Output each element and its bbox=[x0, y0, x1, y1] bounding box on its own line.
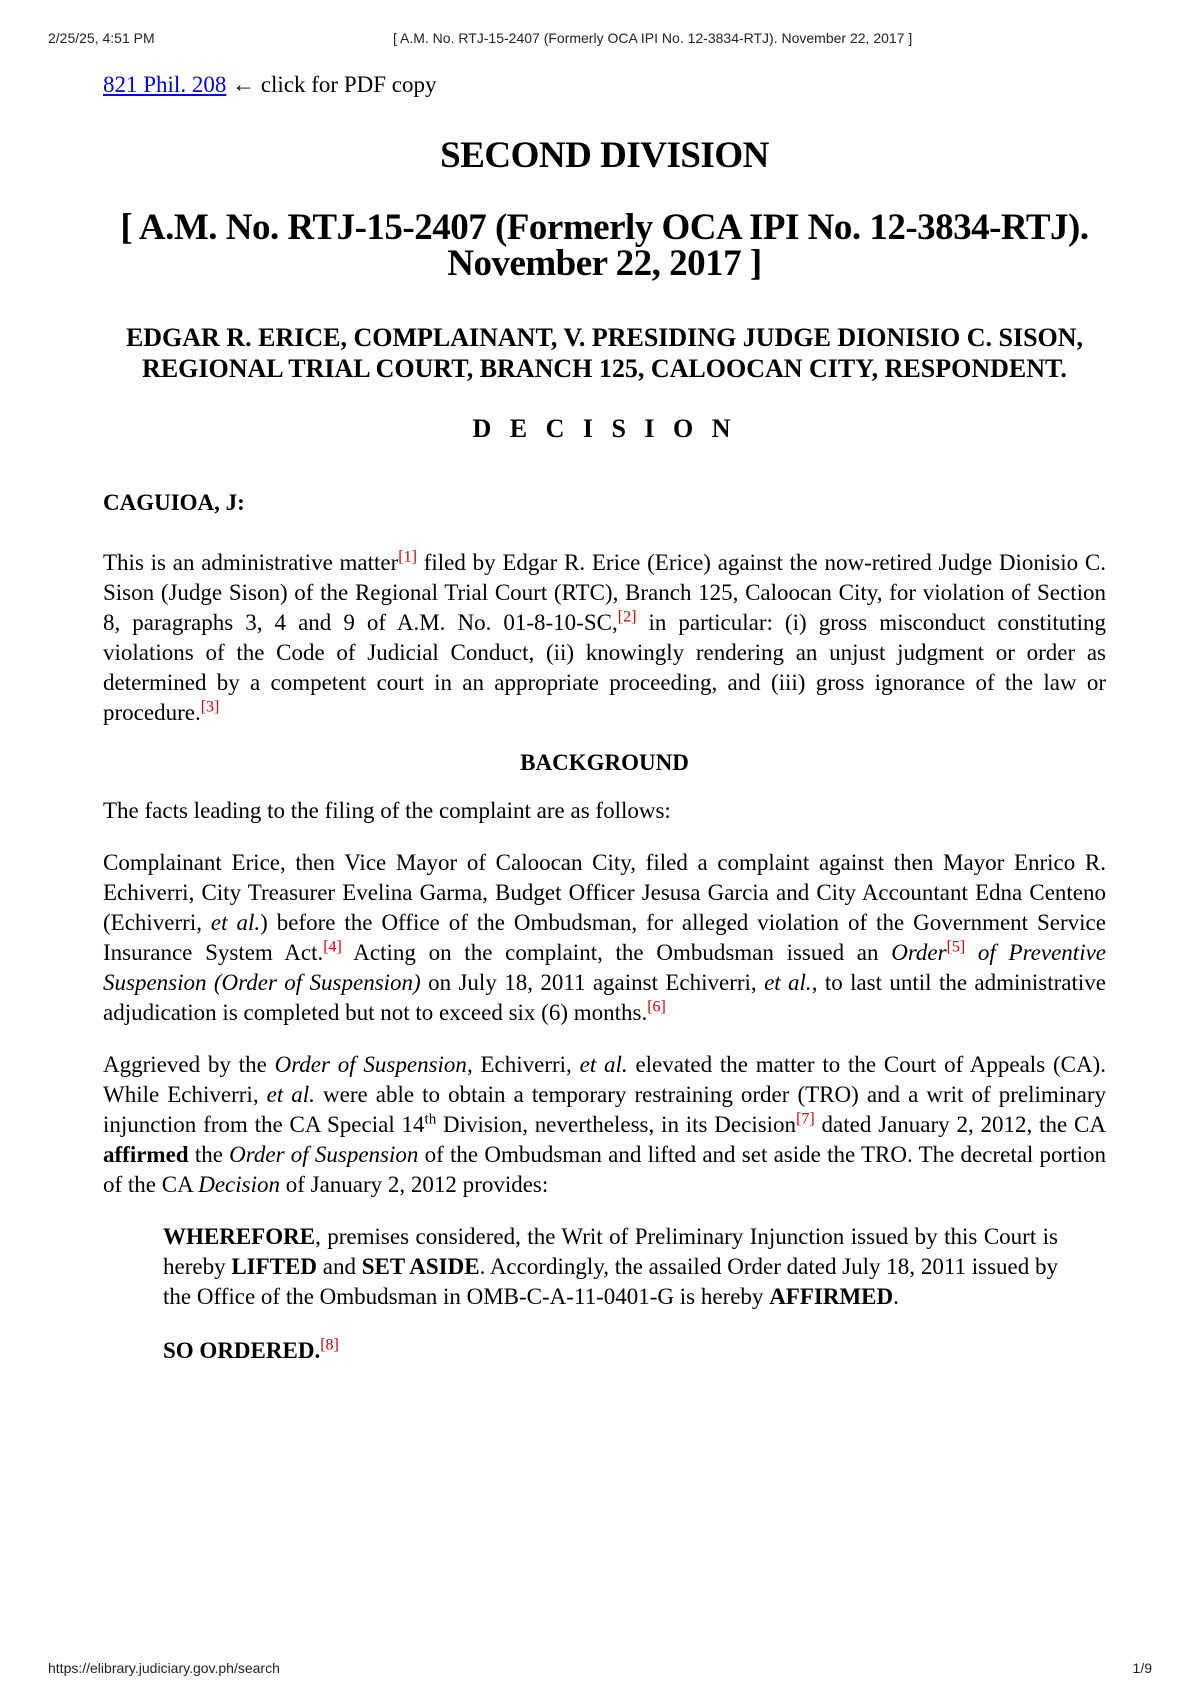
text-italic: Order of Suspension bbox=[274, 1052, 467, 1077]
pdf-copy-hint: ← click for PDF copy bbox=[226, 72, 437, 97]
print-page-number: 1/9 bbox=[1132, 1660, 1152, 1676]
footnote-link-1[interactable]: [1] bbox=[398, 548, 417, 566]
text-span: elevated the matter to the Court of Appeals (CA). While Echiverri, bbox=[103, 1052, 1106, 1107]
text-span: Complainant Erice, then Vice Mayor of Caloocan City, filed a complaint against then Mayor Enrico R. Echiverri, City Treasurer Evelina Garma, Budget Officer Jesusa Garcia and City Accountant Edna Centeno (Echiverri, bbox=[103, 850, 1106, 935]
footnote-link-8[interactable]: [8] bbox=[320, 1336, 339, 1354]
ordinal-suffix: th bbox=[424, 1111, 437, 1128]
quote-paragraph bbox=[163, 1222, 1058, 1312]
text-italic: et al. bbox=[266, 1082, 315, 1107]
text-italic: et al. bbox=[210, 910, 261, 935]
paragraph-complaint bbox=[103, 848, 1106, 1028]
footnote-link-4[interactable]: [4] bbox=[323, 938, 342, 956]
text-span: , to last until the administrative adjudication is completed but not to exceed six (6) months. bbox=[103, 970, 1106, 1025]
print-title: [ A.M. No. RTJ-15-2407 (Formerly OCA IPI No. 12-3834-RTJ). November 22, 2017 ] bbox=[393, 30, 913, 46]
division-title: SECOND DIVISION bbox=[440, 135, 769, 176]
text-span: , premises considered, the Writ of Preliminary Injunction issued by this Court is hereby bbox=[163, 1224, 1058, 1279]
text-span: in particular: (i) gross misconduct constituting violations of the Code of Judicial Conduct, (ii) knowingly rendering an unjust judgment or order as determined by a competent court in an appropriate proceeding, and (iii) gross ignorance of the law or procedure. bbox=[103, 610, 1107, 725]
text-span: and bbox=[316, 1254, 362, 1279]
background-heading: BACKGROUND bbox=[520, 750, 689, 775]
text-bold: affirmed bbox=[103, 1142, 189, 1167]
text-italic: Order bbox=[891, 940, 947, 965]
decision-label: D E C I S I O N bbox=[472, 414, 737, 443]
text-span: ) before the Office of the Ombudsman, for alleged violation of the Government Service Insurance System Act. bbox=[103, 910, 1106, 965]
paragraph-facts-intro: The facts leading to the filing of the complaint are as follows: bbox=[103, 798, 671, 823]
footnote-link-2[interactable]: [2] bbox=[617, 608, 637, 626]
text-italic: et al. bbox=[764, 970, 812, 995]
footnote-link-5[interactable]: [5] bbox=[946, 938, 966, 956]
footnote-link-6[interactable]: [6] bbox=[647, 998, 666, 1016]
text-bold: WHEREFORE bbox=[163, 1224, 316, 1249]
case-title: [ A.M. No. RTJ-15-2407 (Formerly OCA IPI No. 12-3834-RTJ). November 22, 2017 ] bbox=[120, 207, 1089, 284]
text-italic: et al. bbox=[579, 1052, 628, 1077]
text-italic: of Preventive Suspension (Order of Suspension) bbox=[103, 940, 1106, 995]
quote-so-ordered bbox=[163, 1336, 1058, 1366]
text-bold: LIFTED bbox=[231, 1254, 317, 1279]
text-span: were able to obtain a temporary restraining order (TRO) and a writ of preliminary injunction from the CA Special 14 bbox=[103, 1082, 1106, 1137]
decision-document bbox=[103, 70, 1106, 1390]
text-span: Acting on the complaint, the Ombudsman issued an bbox=[341, 940, 892, 965]
text-span: of the Ombudsman and lifted and set aside the TRO. The decretal portion of the CA bbox=[103, 1142, 1106, 1197]
text-italic: Decision bbox=[198, 1172, 280, 1197]
print-url: https://elibrary.judiciary.gov.ph/search bbox=[48, 1660, 280, 1676]
footnote-link-7[interactable]: [7] bbox=[796, 1110, 815, 1128]
text-span: , Echiverri, bbox=[466, 1052, 580, 1077]
text-span: filed by Edgar R. Erice (Erice) against the now-retired Judge Dionisio C. Sison (Judge Sison) of the Regional Trial Court (RTC), Branch 125, Caloocan City, for violation of Section 8, paragraphs 3, 4 and 9 of A.M. No. 01-8-10-SC, bbox=[103, 550, 1106, 635]
case-parties: EDGAR R. ERICE, COMPLAINANT, V. PRESIDING JUDGE DIONISIO C. SISON, REGIONAL TRIAL COURT, BRANCH 125, CALOOCAN CITY, RESPONDENT. bbox=[125, 323, 1084, 383]
text-bold: SO ORDERED. bbox=[163, 1338, 321, 1363]
text-span: This is an administrative matter bbox=[103, 550, 399, 575]
text-span: dated January 2, 2012, the CA bbox=[814, 1112, 1106, 1137]
text-span: Division, nevertheless, in its Decision bbox=[436, 1112, 797, 1137]
text-span: . bbox=[893, 1284, 899, 1309]
print-datetime: 2/25/25, 4:51 PM bbox=[48, 30, 155, 46]
pdf-copy-line bbox=[103, 70, 1106, 100]
pdf-copy-link[interactable]: 821 Phil. 208 bbox=[103, 72, 227, 97]
ponente: CAGUIOA, J: bbox=[103, 490, 245, 515]
text-span: Aggrieved by the bbox=[103, 1052, 275, 1077]
print-footer bbox=[48, 1660, 1152, 1680]
footnote-link-3[interactable]: [3] bbox=[200, 698, 220, 716]
text-span: on July 18, 2011 against Echiverri, bbox=[420, 970, 765, 995]
quoted-dispositive bbox=[163, 1222, 1058, 1366]
text-bold: AFFIRMED bbox=[769, 1284, 894, 1309]
print-header bbox=[48, 30, 1152, 50]
text-span: . Accordingly, the assailed Order dated July 18, 2011 issued by the Office of the Ombudsman in OMB-C-A-11-0401-G is hereby bbox=[163, 1254, 1058, 1309]
text-span: of January 2, 2012 provides: bbox=[279, 1172, 549, 1197]
paragraph-intro bbox=[103, 548, 1106, 728]
text-span: the bbox=[188, 1142, 230, 1167]
paragraph-ca-decision bbox=[103, 1050, 1106, 1200]
text-italic: Order of Suspension bbox=[229, 1142, 419, 1167]
text-bold: SET ASIDE bbox=[361, 1254, 480, 1279]
